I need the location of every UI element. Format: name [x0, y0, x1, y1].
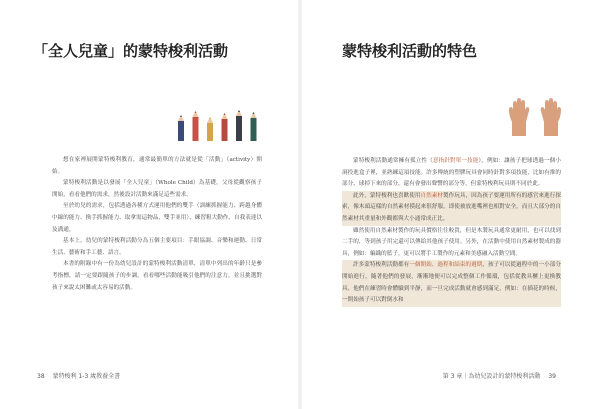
left-paragraph-1: 想在家裡展開蒙特梭利教育，通常最簡單的方法就是從「活動」（activity）開始。	[52, 157, 262, 175]
paragraph-text: ），例如：讓孩子把球透過一個小洞投進盒子裡，並熟練這項技能。許多傳統的塑膠玩具會同時針對多項技能，比如有推的部分、球掉下來的部分，還有會發出聲響的部分等，但蒙特梭利玩具則不同於此。	[342, 158, 561, 188]
right-page-body	[342, 156, 561, 307]
right-page-number: 39	[548, 373, 556, 380]
paragraph-text: 雖然使用自然素材製作的玩具價格往往較貴，但是木製玩具通常更耐用，也可以找到二手的，等到孩子用完還可以傳給其他孩子使用。另外，在活動中使用自然素材製成的器具，例如：編織的籃子，更可以將手工製作的元素和美感融入活動空間。	[342, 227, 561, 257]
right-paragraph-1	[342, 156, 561, 191]
right-running-head: 第 3 章｜為幼兒設計的蒙特梭利活動	[442, 373, 541, 380]
pencil-icon	[251, 112, 257, 141]
pencil-icon	[222, 113, 228, 141]
pencil-icon	[193, 111, 199, 141]
highlighted-phrase: 自然素材	[420, 192, 443, 199]
left-footer	[31, 371, 120, 380]
paragraph-text: 許多蒙特梭利活動都有	[353, 262, 410, 269]
open-hands-icon	[506, 96, 564, 140]
right-page-title: 蒙特梭利活動的特色	[342, 42, 478, 60]
left-hand-icon	[509, 98, 529, 136]
left-page-body	[52, 155, 262, 294]
right-footer	[443, 371, 562, 380]
right-paragraph-3	[342, 226, 561, 261]
left-page-title: 「全人兒童」的蒙特梭利活動	[33, 42, 229, 60]
pencil-icon	[178, 115, 184, 141]
paragraph-text: 製作玩具，因為孩子要運用所有的感官來進行探索，像木頭這樣的自然素材摸起來很舒服，即使被放進嘴裡也相對安全，而且大部分的自然素材其重量和外觀都與大小通常成正比。	[342, 192, 561, 222]
paragraph-text: 此外，蒙特梭利也喜歡使用	[353, 192, 421, 199]
right-hand-icon	[541, 98, 561, 136]
left-paragraph-5: 本書的附錄中有一份為幼兒設計的蒙特梭利活動清單，清單中列出的年齡只是參考指標，請一定要跟隨孩子的步調，看看哪些活動能吸引他們的注意力，並且挑選對孩子來說太困難或太容易的活動。	[52, 261, 262, 291]
colored-pencils-icon	[172, 103, 264, 141]
right-page	[300, 0, 600, 409]
right-paragraph-4	[342, 260, 561, 306]
pencil-icon	[236, 110, 242, 141]
left-running-head: 蒙特梭利 1-3 歲教養全書	[52, 373, 121, 380]
highlighted-phrase: 一個開始、過程和結束的週期	[409, 262, 483, 269]
paragraph-text: ，孩子可以從過程中的一小部分開始進行，隨著他們的發展，漸漸地便可以完成整個工作循環，包括從教具櫃上更換教具、他們在練習時會體驗到平靜，而一旦完成活動就會感到滿足，例如：在插花的時候，一開始孩子可以對倒水和	[342, 262, 561, 304]
pencil-icon	[207, 117, 213, 141]
left-paragraph-4: 基本上，幼兒的蒙特梭利活動分為五個主要項目：手眼協調、音樂和運動、日常生活、藝術和手工藝、語言。	[52, 238, 262, 256]
left-paragraph-3: 至於幼兒的需求，包括透過各種方式運用他們的雙手（訓練抓握能力、跨越身體中線的能力、換手抓握能力、取拿需這物品、雙手並用）、練習粗大動作、自我表達以及溝通。	[52, 203, 262, 233]
left-page-number: 38	[37, 373, 45, 380]
highlighted-phrase: 意指針對單一技能	[432, 158, 479, 164]
left-paragraph-2: 蒙特梭利活動是以發展「全人兒童」（Whole Child）為基礎，父母從觀察孩子開始，看看他們的需求，然後設計活動來滿足這些需求。	[52, 180, 262, 198]
right-paragraph-2	[342, 191, 561, 226]
paragraph-text: 蒙特梭利活動通常擁有孤立性（	[353, 158, 433, 164]
